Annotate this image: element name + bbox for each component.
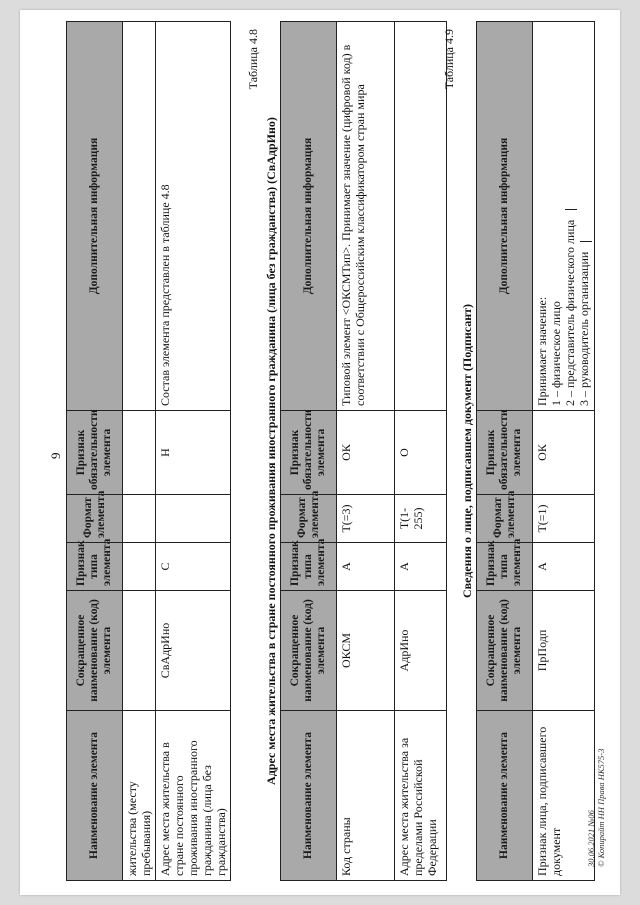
info-line: Принимает значение:	[535, 296, 549, 406]
cell-code: ПрПодп	[533, 591, 595, 711]
cell-name: Адрес места жительства в стране постоянного проживания иностранного гражданина (лица без гражданства)	[156, 711, 231, 881]
footer-line: 30.06.2021 №06	[586, 810, 596, 867]
cell-name: жительства (месту пребывания)	[123, 711, 156, 881]
header-name: Наименование элемента	[281, 711, 337, 881]
cell-format	[156, 495, 231, 543]
table-continuation	[66, 21, 231, 881]
cell-required: ОК	[533, 411, 595, 495]
cell-type: С	[156, 543, 231, 591]
table-4-8	[280, 21, 447, 881]
header-required: Признак обязательности элемента	[477, 411, 533, 495]
cell-format	[123, 495, 156, 543]
cell-type: А	[395, 543, 447, 591]
info-line: 3 – руководитель организации	[577, 26, 591, 406]
cell-required: ОК	[337, 411, 395, 495]
table-row	[156, 22, 231, 881]
cell-info: Типовой элемент <ОКСМТип>. Принимает значение (цифровой код) в соответствии с Общероссийским классификатором стран мира	[337, 22, 395, 411]
cell-required: Н	[156, 411, 231, 495]
rotated-content	[20, 10, 620, 895]
cell-format: Т(=1)	[533, 495, 595, 543]
header-type: Признак типа элемента	[281, 543, 337, 591]
table-4-8-block	[244, 21, 447, 881]
cell-required	[123, 411, 156, 495]
table-label: Таблица 4.8	[246, 29, 260, 90]
cell-name: Код страны	[337, 711, 395, 881]
info-line: 2 – представитель физического лица	[563, 26, 577, 406]
header-format: Формат элемента	[281, 495, 337, 543]
table-row	[123, 22, 156, 881]
cell-code	[123, 591, 156, 711]
table-row	[533, 22, 595, 881]
header-code: Сокращенное наименование (код) элемента	[67, 591, 123, 711]
page-number: 9	[48, 452, 63, 459]
table-label: Таблица 4.9	[442, 29, 456, 90]
footer-stamp	[586, 749, 606, 867]
table-4-7-continued	[66, 21, 231, 881]
cell-code: АдрИно	[395, 591, 447, 711]
cell-info	[533, 22, 595, 411]
table-row	[337, 22, 395, 881]
header-code: Сокращенное наименование (код) элемента	[477, 591, 533, 711]
edit-mark-icon	[565, 209, 577, 210]
header-type: Признак типа элемента	[67, 543, 123, 591]
cell-type: А	[337, 543, 395, 591]
header-required: Признак обязательности элемента	[67, 411, 123, 495]
cell-format: Т(1-255)	[395, 495, 447, 543]
cell-type: А	[533, 543, 595, 591]
edit-mark-icon	[580, 241, 592, 242]
footer-line: © Копирайт НН Права НК575-3	[596, 748, 606, 867]
table-row	[395, 22, 447, 881]
cell-code: СвАдрИно	[156, 591, 231, 711]
header-info: Дополнительная информация	[67, 22, 123, 411]
cell-format: Т(=3)	[337, 495, 395, 543]
cell-info: Состав элемента представлен в таблице 4.8	[156, 22, 231, 411]
cell-required: О	[395, 411, 447, 495]
header-format: Формат элемента	[67, 495, 123, 543]
header-code: Сокращенное наименование (код) элемента	[281, 591, 337, 711]
cell-info	[123, 22, 156, 411]
header-info: Дополнительная информация	[281, 22, 337, 411]
header-type: Признак типа элемента	[477, 543, 533, 591]
table-title: Адрес места жительства в стране постоянного проживания иностранного гражданина (лица без гражданства) (СвАдрИно)	[264, 117, 278, 785]
header-info: Дополнительная информация	[477, 22, 533, 411]
table-title: Сведения о лице, подписавшем документ (Подписант)	[460, 303, 474, 599]
table-4-9-block	[440, 21, 595, 881]
cell-type	[123, 543, 156, 591]
header-name: Наименование элемента	[477, 711, 533, 881]
header-required: Признак обязательности элемента	[281, 411, 337, 495]
cell-code: ОКСМ	[337, 591, 395, 711]
cell-name: Признак лица, подписавшего документ	[533, 711, 595, 881]
document-page	[20, 10, 620, 895]
header-format: Формат элемента	[477, 495, 533, 543]
table-4-9	[476, 21, 595, 881]
info-line: 1 – физическое лицо	[549, 301, 563, 406]
cell-info	[395, 22, 447, 411]
header-name: Наименование элемента	[67, 711, 123, 881]
cell-name: Адрес места жительства за пределами Российской Федерации	[395, 711, 447, 881]
